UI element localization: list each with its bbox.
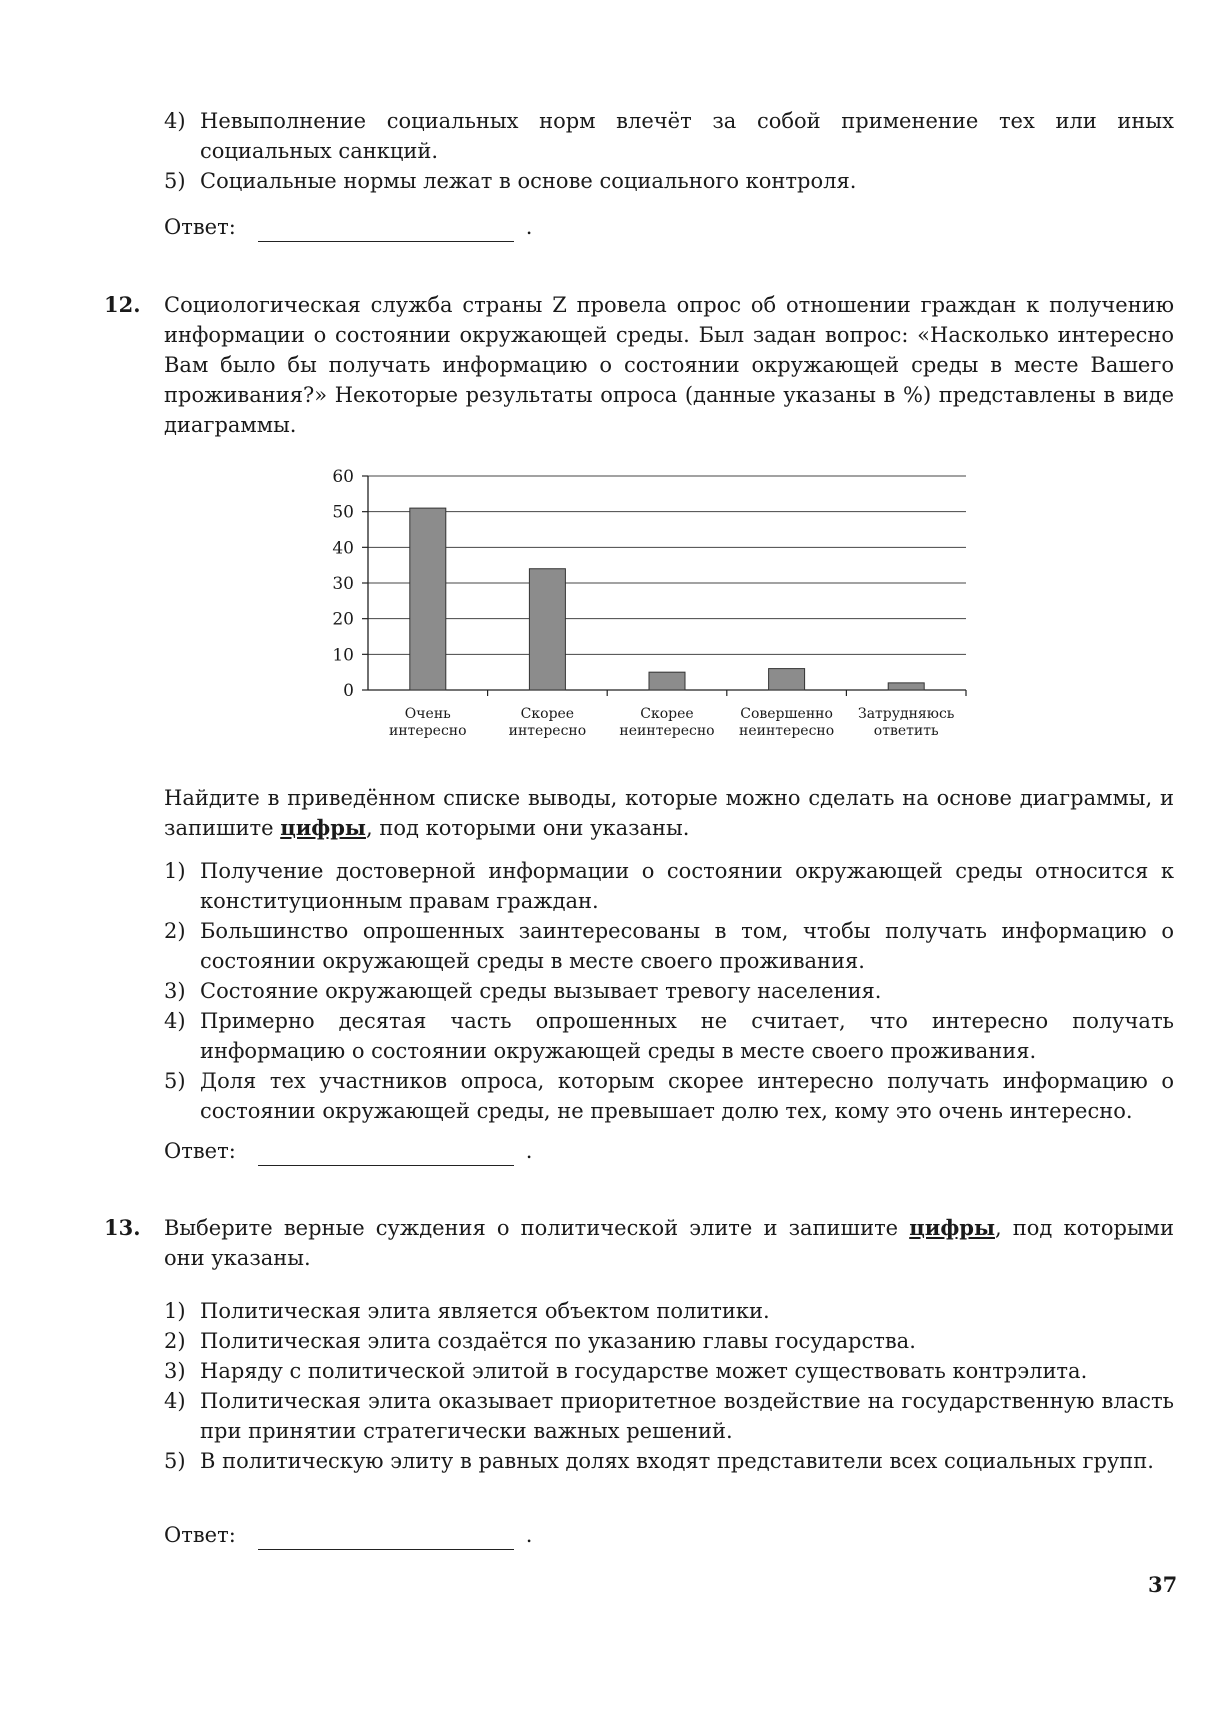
y-tick-label: 30 xyxy=(332,574,354,594)
item-text: Получение достоверной информации о состоянии окружающей среды относится к конституционным правам граждан. xyxy=(200,859,1174,913)
q12-item-1 xyxy=(164,856,1174,916)
answer-label: Ответ: xyxy=(164,1139,236,1163)
x-tick-label: Очень xyxy=(404,706,451,722)
q12-item-2 xyxy=(164,916,1174,976)
item-number: 5) xyxy=(164,169,186,193)
q13-text-end: , под которыми они указаны. xyxy=(164,1216,1174,1270)
item-number: 1) xyxy=(164,859,186,883)
item-text: Политическая элита оказывает приоритетное воздействие на государственную власть при принятии стратегически важных решений. xyxy=(200,1389,1174,1443)
item-text: Невыполнение социальных норм влечёт за собой применение тех или иных социальных санкций. xyxy=(200,109,1174,163)
item-number: 2) xyxy=(164,1329,186,1353)
question-12-task xyxy=(164,783,1174,843)
q13-item-2 xyxy=(164,1326,1174,1356)
q13-item-5 xyxy=(164,1446,1174,1476)
prev-item-4 xyxy=(164,106,1174,166)
answer-dot: . xyxy=(525,1139,533,1163)
q13-bold-word: цифры xyxy=(909,1215,995,1240)
answer-row-12 xyxy=(164,1136,532,1166)
bar xyxy=(410,508,446,690)
item-text: Состояние окружающей среды вызывает тревогу населения. xyxy=(200,979,882,1003)
bar xyxy=(649,672,685,690)
y-tick-label: 50 xyxy=(332,502,354,523)
answer-dot: . xyxy=(525,215,533,239)
x-tick-label: неинтересно xyxy=(739,723,835,739)
question-number-13: 13. xyxy=(104,1215,141,1240)
answer-field[interactable] xyxy=(258,1143,514,1166)
answer-field[interactable] xyxy=(258,219,514,242)
y-tick-label: 0 xyxy=(343,681,354,701)
x-tick-label: интересно xyxy=(508,723,587,739)
q13-text: Выберите верные суждения о политической элите и запишите xyxy=(164,1216,910,1240)
item-text: В политическую элиту в равных долях входят представители всех социальных групп. xyxy=(200,1449,1154,1473)
item-number: 5) xyxy=(164,1069,186,1093)
question-12-text: Социологическая служба страны Z провела опрос об отношении граждан к получению информации о состоянии окружающей среды. Был задан вопрос: «Насколько интересно Вам было бы получать информацию о состоянии окружающей среды в месте Вашего проживания?» Некоторые результаты опроса (данные указаны в %) представлены в виде диаграммы. xyxy=(164,293,1174,437)
x-tick-label: Затрудняюсь xyxy=(857,706,955,722)
prev-item-5 xyxy=(164,166,1174,196)
question-13-text xyxy=(164,1213,1174,1273)
answer-row-11 xyxy=(164,212,532,242)
answer-label: Ответ: xyxy=(164,215,236,239)
q12-item-4 xyxy=(164,1006,1174,1066)
item-text: Политическая элита создаётся по указанию главы государства. xyxy=(200,1329,916,1353)
q12-item-3 xyxy=(164,976,1174,1006)
item-number: 4) xyxy=(164,1009,186,1033)
x-tick-label: Скорее xyxy=(640,706,694,722)
y-tick-label: 60 xyxy=(332,467,354,487)
item-text: Примерно десятая часть опрошенных не считает, что интересно получать информацию о состоянии окружающей среды в месте своего проживания. xyxy=(200,1009,1174,1063)
item-number: 4) xyxy=(164,109,186,133)
item-text: Наряду с политической элитой в государстве может существовать контрэлита. xyxy=(200,1359,1088,1383)
item-number: 3) xyxy=(164,1359,186,1383)
question-number-12: 12. xyxy=(104,292,141,317)
task-text-end: , под которыми они указаны. xyxy=(365,816,690,840)
bar xyxy=(888,683,924,690)
x-tick-label: неинтересно xyxy=(619,723,715,739)
x-tick-label: интересно xyxy=(389,723,467,739)
x-tick-label: Совершенно xyxy=(740,706,833,722)
q13-item-1 xyxy=(164,1296,1174,1326)
y-tick-label: 10 xyxy=(332,645,354,666)
item-number: 4) xyxy=(164,1389,186,1413)
item-text: Доля тех участников опроса, которым скорее интересно получать информацию о состоянии окружающей среды, не превышает долю тех, кому это очень интересно. xyxy=(200,1069,1174,1123)
x-tick-label: Скорее xyxy=(520,706,575,722)
page-number: 37 xyxy=(1148,1572,1178,1597)
bar xyxy=(769,669,805,690)
item-number: 5) xyxy=(164,1449,186,1473)
task-text: Найдите в приведённом списке выводы, которые можно сделать на основе диаграммы, и запишите xyxy=(164,786,1174,840)
q12-item-5 xyxy=(164,1066,1174,1126)
bar-chart xyxy=(300,462,990,752)
answer-label: Ответ: xyxy=(164,1523,236,1547)
x-tick-label: ответить xyxy=(873,723,939,739)
item-text: Большинство опрошенных заинтересованы в том, чтобы получать информацию о состоянии окружающей среды в месте своего проживания. xyxy=(200,919,1174,973)
bar xyxy=(529,569,565,690)
item-number: 3) xyxy=(164,979,186,1003)
item-number: 1) xyxy=(164,1299,186,1323)
answer-dot: . xyxy=(525,1523,533,1547)
answer-field[interactable] xyxy=(258,1527,514,1550)
answer-row-13 xyxy=(164,1520,532,1550)
q13-item-3 xyxy=(164,1356,1174,1386)
y-tick-label: 20 xyxy=(332,609,354,630)
item-text: Политическая элита является объектом политики. xyxy=(200,1299,770,1323)
task-bold-word: цифры xyxy=(280,815,366,840)
item-text: Социальные нормы лежат в основе социального контроля. xyxy=(200,169,857,193)
item-number: 2) xyxy=(164,919,186,943)
y-tick-label: 40 xyxy=(332,538,354,559)
q13-item-4 xyxy=(164,1386,1174,1446)
